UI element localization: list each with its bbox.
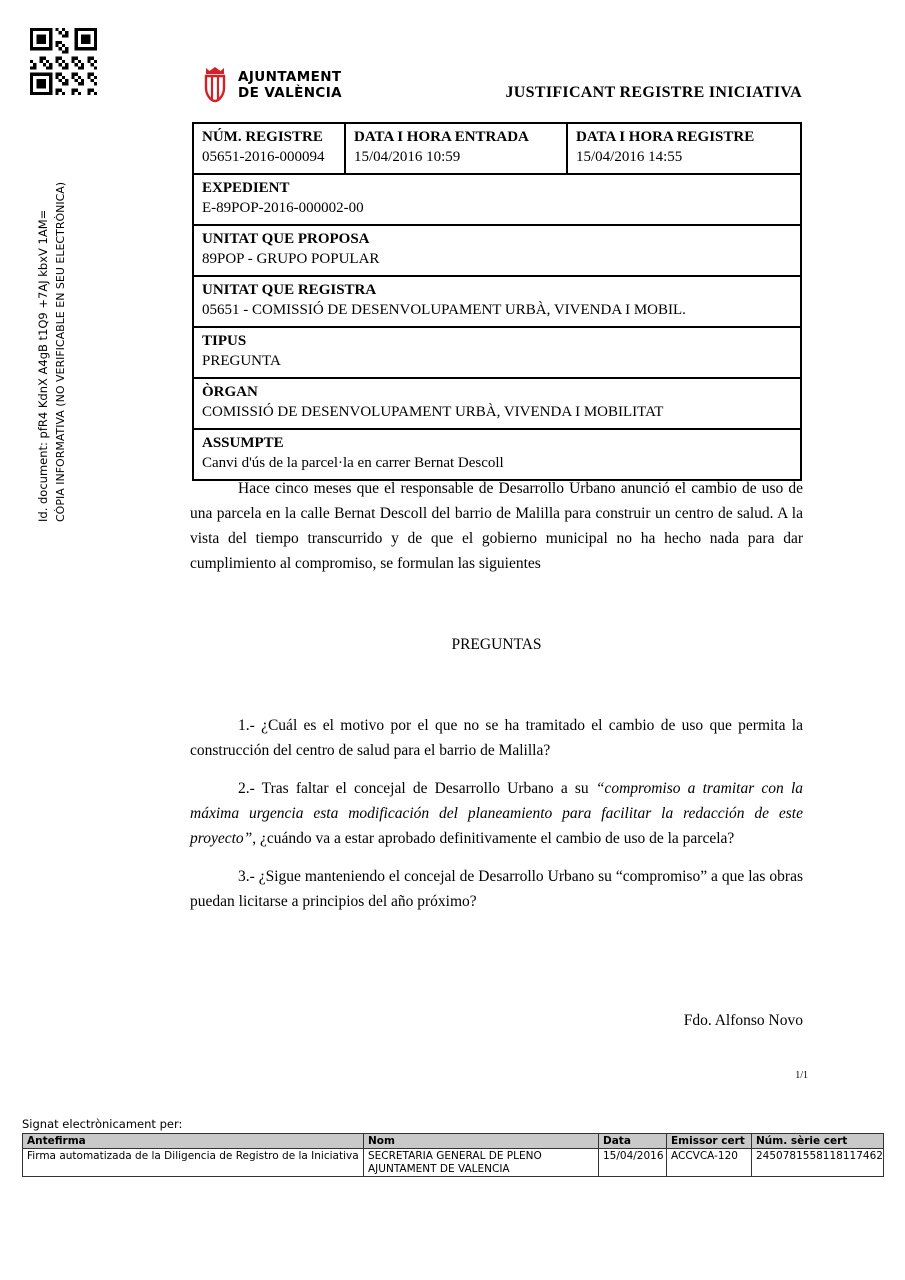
document-body xyxy=(190,476,803,927)
field-label: DATA I HORA REGISTRE xyxy=(576,129,755,145)
antefirma-value: Firma automatizada de la Diligencia de Registro de la Iniciativa xyxy=(23,1149,364,1177)
data-entrada-cell xyxy=(345,123,567,174)
page-title: JUSTIFICANT REGISTRE INICIATIVA xyxy=(505,84,802,101)
registry-row xyxy=(193,429,801,480)
signature-line: Fdo. Alfonso Novo xyxy=(683,1012,803,1029)
field-value: Canvi d'ús de la parcel·la en carrer Bernat Descoll xyxy=(202,455,504,471)
registry-row xyxy=(193,327,801,378)
page-number: 1/1 xyxy=(795,1070,808,1081)
registry-row xyxy=(193,378,801,429)
tipus-cell xyxy=(193,327,801,378)
signature-table-row xyxy=(23,1149,884,1177)
col-antefirma: Antefirma xyxy=(23,1134,364,1149)
data-value: 15/04/2016 xyxy=(599,1149,667,1177)
qr-code-icon xyxy=(30,28,97,95)
field-label: DATA I HORA ENTRADA xyxy=(354,129,529,145)
question-2 xyxy=(190,776,803,851)
registry-table-wrap xyxy=(192,122,802,481)
organ-cell xyxy=(193,378,801,429)
side-copia-informativa-text: CÒPIA INFORMATIVA (NO VERIFICABLE EN SEU ELECTRÒNICA) xyxy=(54,181,67,522)
nom-line1: SECRETARIA GENERAL DE PLENO xyxy=(368,1150,542,1162)
side-id-document-text: Id. document: pfR4 KdnX A4gB t1Q9 +7AJ kbxV 1AM= xyxy=(36,209,50,522)
field-label: TIPUS xyxy=(202,333,247,349)
emissor-value: ACCVCA-120 xyxy=(667,1149,752,1177)
registry-row xyxy=(193,225,801,276)
question-1: 1.- ¿Cuál es el motivo por el que no se ha tramitado el cambio de uso que permita la construcción del centro de salud para el barrio de Malilla? xyxy=(190,717,803,759)
unitat-registra-cell xyxy=(193,276,801,327)
question-3: 3.- ¿Sigue manteniendo el concejal de Desarrollo Urbano su “compromiso” a que las obras puedan licitarse a principios del año próximo? xyxy=(190,868,803,910)
field-label: NÚM. REGISTRE xyxy=(202,129,323,145)
registry-row xyxy=(193,276,801,327)
registry-table xyxy=(192,122,802,481)
logo-line1: AJUNTAMENT xyxy=(238,69,342,85)
preguntas-heading: PREGUNTAS xyxy=(451,636,542,653)
intro-paragraph: Hace cinco meses que el responsable de Desarrollo Urbano anunció el cambio de uso de una parcela en la calle Bernat Descoll del barrio de Malilla para construir un centro de salud. A la vista del tiempo transcurrido y de que el gobierno municipal no ha hecho nada para dar cumplimiento al compromiso, se formulan las siguientes xyxy=(190,480,803,572)
field-label: ÒRGAN xyxy=(202,384,258,400)
electronic-signature-block xyxy=(22,1117,883,1177)
signature-table xyxy=(22,1133,884,1177)
nom-value xyxy=(364,1149,599,1177)
field-value: COMISSIÓ DE DESENVOLUPAMENT URBÀ, VIVENDA I MOBILITAT xyxy=(202,404,664,420)
num-registre-cell xyxy=(193,123,345,174)
field-value: E-89POP-2016-000002-00 xyxy=(202,200,364,216)
unitat-proposa-cell xyxy=(193,225,801,276)
data-registre-cell xyxy=(567,123,801,174)
field-label: UNITAT QUE REGISTRA xyxy=(202,282,377,298)
field-value: 89POP - GRUPO POPULAR xyxy=(202,251,380,267)
col-data: Data xyxy=(599,1134,667,1149)
expedient-cell xyxy=(193,174,801,225)
field-value: 15/04/2016 14:55 xyxy=(576,149,683,165)
field-label: UNITAT QUE PROPOSA xyxy=(202,231,370,247)
registry-row xyxy=(193,174,801,225)
question-2-suffix: , ¿cuándo va a estar aprobado definitivamente el cambio de uso de la parcela? xyxy=(252,830,735,847)
logo-line2: DE VALÈNCIA xyxy=(238,85,343,101)
question-2-quote: “compromiso a tramitar con la máxima urgencia esta modificación del planeamiento para facilitar la redacción de este proyecto” xyxy=(190,780,803,847)
field-value: 05651 - COMISSIÓ DE DESENVOLUPAMENT URBÀ, VIVENDA I MOBIL. xyxy=(202,302,686,318)
field-label: EXPEDIENT xyxy=(202,180,290,196)
field-label: ASSUMPTE xyxy=(202,435,284,451)
field-value: PREGUNTA xyxy=(202,353,281,369)
nom-line2: AJUNTAMENT DE VALENCIA xyxy=(368,1162,510,1175)
col-num-serie-cert: Núm. sèrie cert xyxy=(752,1134,884,1149)
signed-label: Signat electrònicament per: xyxy=(22,1117,183,1131)
col-emissor-cert: Emissor cert xyxy=(667,1134,752,1149)
assumpte-cell xyxy=(193,429,801,480)
col-nom: Nom xyxy=(364,1134,599,1149)
field-value: 05651-2016-000094 xyxy=(202,149,325,165)
serie-value: 2450781558118117462 xyxy=(752,1149,884,1177)
field-value: 15/04/2016 10:59 xyxy=(354,149,461,165)
signature-table-header xyxy=(23,1134,884,1149)
registry-top-row xyxy=(193,123,801,174)
question-2-prefix: 2.- Tras faltar el concejal de Desarrollo Urbano a su xyxy=(238,780,596,797)
